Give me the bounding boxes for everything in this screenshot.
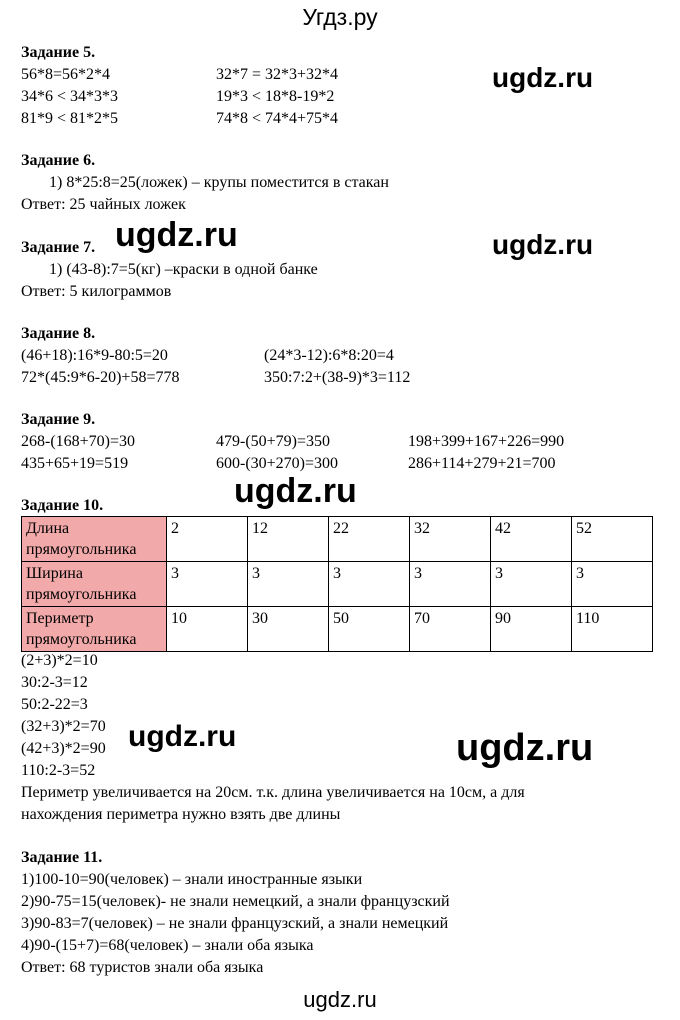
row-header [22,607,167,652]
task5-col1-line: 56*8=56*2*4 [21,66,111,83]
table-cell: 110 [572,607,653,652]
task8-col2-line: 350:7:2+(38-9)*3=112 [264,369,411,386]
calc-line: (32+3)*2=70 [21,718,106,735]
rectangle-table [21,516,653,652]
task5-col2-line: 19*3 < 18*8-19*2 [216,88,335,105]
task5-col2-line: 74*8 < 74*4+75*4 [216,110,339,127]
task5-col2-line: 32*7 = 32*3+32*4 [216,66,339,83]
task6-answer: Ответ: 25 чайных ложек [21,196,186,213]
table-cell: 90 [491,607,572,652]
task10-title: Задание 10. [21,497,104,514]
task5-title: Задание 5. [21,44,96,61]
site-footer: ugdz.ru [303,987,377,1012]
table-cell: 3 [491,562,572,607]
table-row [22,607,653,652]
task9-col3-line: 286+114+279+21=700 [408,455,556,472]
calc-line: (2+3)*2=10 [21,652,98,669]
site-header: Угдз.ру [302,4,378,30]
task5-col1-line: 81*9 < 81*2*5 [21,110,119,127]
calc-line: (42+3)*2=90 [21,740,106,757]
table-cell: 30 [248,607,329,652]
table-cell: 3 [248,562,329,607]
calc-line: 50:2-22=3 [21,696,88,713]
row-header-line: прямоугольника [26,586,137,603]
task11-line: 4)90-(15+7)=68(человек) – знали оба языка [21,937,314,954]
task8-col1-line: (46+18):16*9-80:5=20 [21,347,168,364]
watermark: ugdz.ru [234,472,357,510]
table-row [22,562,653,607]
table-cell: 10 [167,607,248,652]
task7-title: Задание 7. [21,239,96,256]
task9-col1-line: 268-(168+70)=30 [21,433,136,450]
row-header-line: Периметр [26,610,94,627]
table-cell: 50 [329,607,410,652]
task8-title: Задание 8. [21,325,96,342]
task8-col1-line: 72*(45:9*6-20)+58=778 [21,369,180,386]
table-cell: 3 [410,562,491,607]
task9-col3-line: 198+399+167+226=990 [408,433,565,450]
row-header [22,517,167,562]
task8-col2-line: (24*3-12):6*8:20=4 [264,347,394,364]
task9-title: Задание 9. [21,411,96,428]
table-cell: 22 [329,517,410,562]
table-cell: 12 [248,517,329,562]
task9-col2-line: 479-(50+79)=350 [216,433,331,450]
table-cell: 3 [167,562,248,607]
table-row [22,517,653,562]
task5-col1-line: 34*6 < 34*3*3 [21,88,119,105]
table-cell: 70 [410,607,491,652]
row-header-line: Длина [26,520,70,537]
table-cell: 32 [410,517,491,562]
table-cell: 42 [491,517,572,562]
watermark: ugdz.ru [492,229,594,260]
task11-answer: Ответ: 68 туристов знали оба языка [21,959,264,976]
table-cell: 52 [572,517,653,562]
watermark: ugdz.ru [456,727,594,769]
table-cell: 3 [572,562,653,607]
row-header [22,562,167,607]
task7-answer: Ответ: 5 килограммов [21,283,172,300]
task11-title: Задание 11. [21,849,103,866]
row-header-line: прямоугольника [26,631,137,648]
task6-title: Задание 6. [21,152,96,169]
row-header-line: прямоугольника [26,541,137,558]
task9-col2-line: 600-(30+270)=300 [216,455,339,472]
watermark: ugdz.ru [115,216,238,254]
task11-line: 1)100-10=90(человек) – знали иностранные языки [21,871,363,888]
task6-step: 1) 8*25:8=25(ложек) – крупы поместится в стакан [49,174,389,191]
watermark: ugdz.ru [128,720,237,753]
calc-line: 110:2-3=52 [21,762,96,779]
task11-line: 2)90-75=15(человек)- не знали немецкий, а знали французский [21,893,450,910]
calc-line: 30:2-3=12 [21,674,88,691]
explanation-line: нахождения периметра нужно взять две длины [21,806,341,823]
watermark: ugdz.ru [492,62,594,93]
task11-line: 3)90-83=7(человек) – не знали французский, а знали немецкий [21,915,449,932]
table-cell: 3 [329,562,410,607]
row-header-line: Ширина [26,565,83,582]
table-cell: 2 [167,517,248,562]
explanation-line: Периметр увеличивается на 20см. т.к. длина увеличивается на 10см, а для [21,784,525,801]
task7-step: 1) (43-8):7=5(кг) –краски в одной банке [49,261,318,278]
task9-col1-line: 435+65+19=519 [21,455,129,472]
